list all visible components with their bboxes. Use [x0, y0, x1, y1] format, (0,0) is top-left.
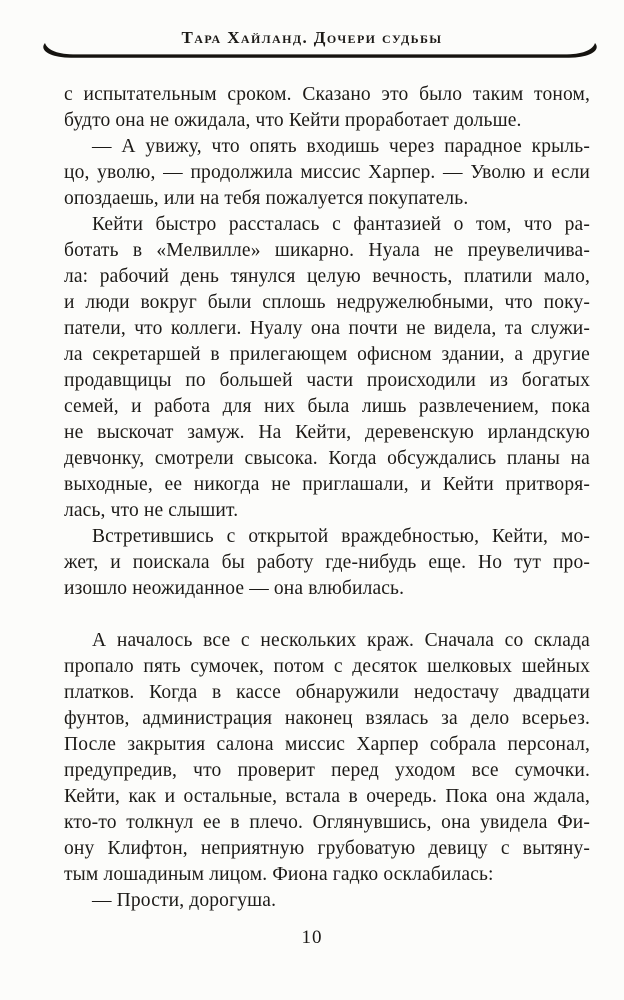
text-line: — А увижу, что опять входишь через парадное крыль-	[92, 136, 590, 157]
text-line: ла: рабочий день тянулся целую вечность, платили мало,	[64, 266, 590, 287]
paragraph	[64, 82, 590, 134]
running-head-title: Тара Хайланд. Дочери судьбы	[181, 28, 443, 47]
text-line: будто она не ожидала, что Кейти проработает дольше.	[64, 110, 522, 131]
text-line: тым лошадиным лицом. Фиона гадко осклабилась:	[64, 864, 494, 885]
body-text	[64, 82, 590, 914]
text-line: После закрытия салона миссис Харпер собрала персонал,	[64, 734, 590, 755]
paragraph	[64, 524, 590, 602]
text-line: патели, что коллеги. Нуалу она почти не видела, та служи-	[64, 318, 590, 339]
text-line: платков. Когда в кассе обнаружили недостачу двадцати	[64, 682, 590, 703]
text-line: А началось все с нескольких краж. Сначала со склада	[92, 630, 590, 651]
text-line: — Прости, дорогуша.	[92, 890, 277, 911]
text-line: опоздаешь, или на тебя пожалуется покупатель.	[64, 188, 469, 209]
text-line: Встретившись с открытой враждебностью, Кейти, мо-	[92, 526, 590, 547]
text-line: Кейти быстро рассталась с фантазией о том, что ра-	[92, 214, 590, 235]
paragraph	[64, 134, 590, 212]
text-line: выходные, ее никогда не приглашали, и Кейти притворя-	[64, 474, 590, 495]
text-line: кто-то толкнул ее в плечо. Оглянувшись, она увидела Фи-	[64, 812, 590, 833]
text-line: ботать в «Мелвилле» шикарно. Нуала не преувеличива-	[64, 240, 590, 261]
text-line: и люди вокруг были сплошь недружелюбными, что поку-	[64, 292, 590, 313]
paragraph	[64, 628, 590, 888]
text-line: жет, и поискала бы работу где-нибудь еще. Но тут про-	[64, 552, 590, 573]
text-line: с испытательным сроком. Сказано это было таким тоном,	[64, 84, 590, 105]
text-line: семей, и работа для них была лишь развлечением, пока	[64, 396, 590, 417]
text-line: ону Клифтон, неприятную грубоватую девицу с вытяну-	[64, 838, 590, 859]
text-line: лась, что не слышит.	[64, 500, 239, 521]
page-header	[0, 0, 624, 70]
text-line: пропало пять сумочек, потом с десяток шелковых шейных	[64, 656, 590, 677]
text-line: не выскочат замуж. На Кейти, деревенскую ирландскую	[64, 422, 590, 443]
text-line: изошло неожиданное — она влюбилась.	[64, 578, 405, 599]
text-line: фунтов, администрация наконец взялась за дело всерьез.	[64, 708, 590, 729]
text-line: продавщицы по большей части происходили из богатых	[64, 370, 590, 391]
text-line: предупредив, что проверит перед уходом все сумочки.	[64, 760, 590, 781]
page-number: 10	[301, 927, 323, 948]
text-line: девчонку, смотрели свысока. Когда обсуждались планы на	[64, 448, 590, 469]
text-line: цо, уволю, — продолжила миссис Харпер. — Уволю и если	[64, 162, 590, 183]
text-line: ла секретаршей в прилегающем офисном здании, а другие	[64, 344, 590, 365]
text-line: Кейти, как и остальные, встала в очередь. Пока она ждала,	[64, 786, 590, 807]
paragraph	[64, 888, 590, 914]
paragraph	[64, 212, 590, 524]
